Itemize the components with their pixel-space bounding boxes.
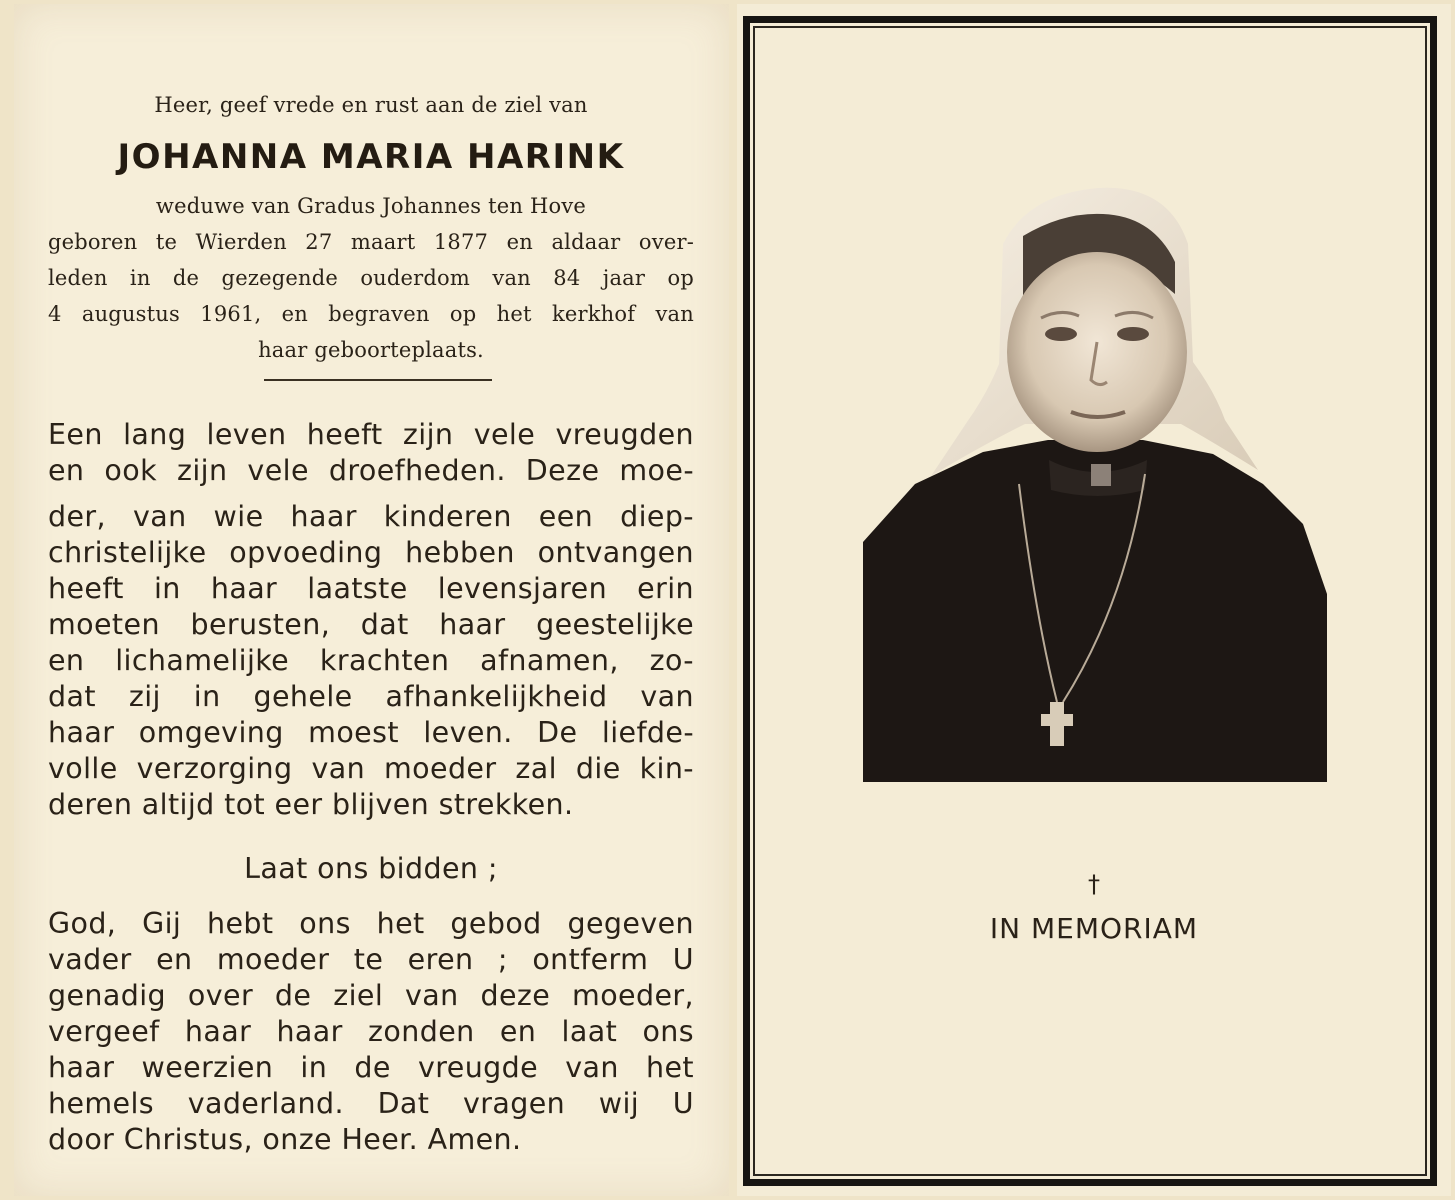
paragraph-line: en ook zijn vele droefheden. Deze moe- [48,454,694,487]
prayer-line: haar weerzien in de vreugde van het [48,1051,694,1084]
prayer-heading: Laat ons bidden ; [244,852,498,885]
paragraph-line: Een lang leven heeft zijn vele vreugden [48,418,694,451]
detail-line: geboren te Wierden 27 maart 1877 en aldaar over- [48,230,694,254]
portrait-card [737,4,1451,1196]
in-memoriam-label: IN MEMORIAM [989,912,1199,945]
detail-line: 4 augustus 1961, en begraven op het kerkhof van [48,302,694,326]
paragraph-line: christelijke opvoeding hebben ontvangen [48,536,694,569]
paragraph-line: deren altijd tot eer blijven strekken. [48,788,574,821]
paragraph-line: der, van wie haar kinderen een diep- [48,500,694,533]
paragraph-line: en lichamelijke krachten afnamen, zo- [48,644,694,677]
paragraph-line: dat zij in gehele afhankelijkheid van [48,680,694,713]
text-card [14,4,729,1196]
prayer-line: door Christus, onze Heer. Amen. [48,1123,522,1156]
prayer-line: hemels vaderland. Dat vragen wij U [48,1087,694,1120]
paragraph-line: haar omgeving moest leven. De liefde- [48,716,694,749]
paragraph-line: volle verzorging van moeder zal die kin- [48,752,694,785]
paragraph-line: moeten berusten, dat haar geestelijke [48,608,694,641]
deceased-name: JOHANNA MARIA HARINK [117,137,625,177]
prayer-line: vader en moeder te eren ; ontferm U [48,943,694,976]
prayer-line: genadig over de ziel van deze moeder, [48,979,694,1012]
prayer-line: vergeef haar haar zonden en laat ons [48,1015,694,1048]
cross-icon: † [1088,870,1100,898]
detail-line: weduwe van Gradus Johannes ten Hove [155,194,587,218]
intro-line: Heer, geef vrede en rust aan de ziel van [154,93,588,117]
paragraph-line: heeft in haar laatste levensjaren erin [48,572,694,605]
divider-rule [264,379,492,381]
detail-line: haar geboorteplaats. [258,338,484,362]
prayer-line: God, Gij hebt ons het gebod gegeven [48,907,694,940]
portrait-photo [863,184,1327,782]
detail-line: leden in de gezegende ouderdom van 84 jaar op [48,266,694,290]
